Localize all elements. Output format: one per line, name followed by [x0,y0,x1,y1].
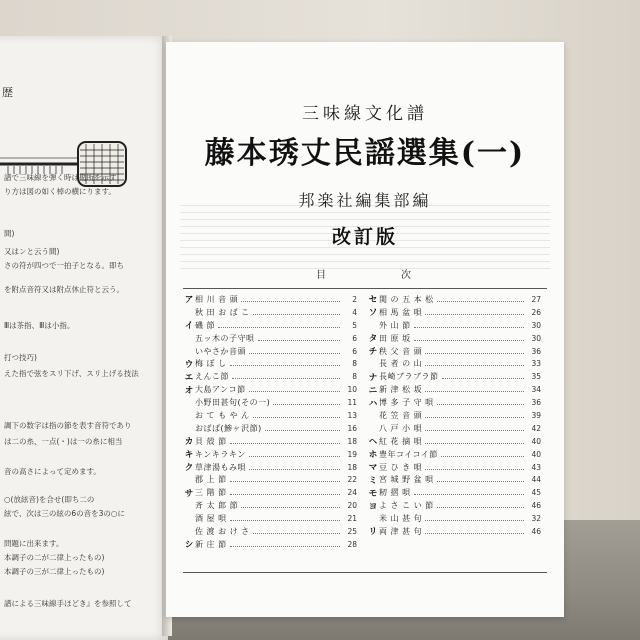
toc-page-number: 35 [531,372,541,382]
toc-index-kana: ミ [368,475,378,486]
toc-dot-leader [425,430,524,431]
toc-row[interactable] [183,422,357,435]
toc-song-title: 田 原 坂 [379,333,411,343]
toc-page-number: 8 [352,359,357,369]
toc-page-number: 6 [352,346,357,356]
toc-index-kana: セ [368,295,378,306]
toc-dot-leader [230,494,340,495]
toc-row[interactable] [367,486,541,499]
toc-dot-leader [253,314,340,315]
toc-row[interactable] [367,357,541,370]
toc-song-title: いやさか音頭 [195,346,246,356]
toc-song-title: 両 津 甚 句 [379,526,423,536]
toc-index-kana: ナ [368,372,378,383]
toc-song-title: 貝 殻 節 [195,436,227,446]
left-page [0,36,168,640]
toc-page-number: 13 [347,410,357,420]
toc-row[interactable] [183,435,357,448]
toc-row[interactable] [367,332,541,345]
toc-row[interactable] [367,525,541,538]
toc-song-title: 花 笠 音 頭 [379,410,423,420]
toc-row[interactable] [183,486,357,499]
toc-song-title: 大島アンコ節 [195,385,246,395]
toc-song-title: 豊年コイコイ節 [379,449,438,459]
toc-page-number: 8 [352,372,357,382]
toc-page-number: 11 [347,398,357,408]
toc-dot-leader [258,340,341,341]
toc-song-title: 三 階 節 [195,488,227,498]
toc-dot-leader [230,520,340,521]
toc-page-number: 33 [531,359,541,369]
toc-row[interactable] [367,473,541,486]
toc-page-number: 32 [531,514,541,524]
toc-index-kana: チ [368,347,378,357]
toc-dot-leader [437,507,524,508]
toc-row[interactable] [367,512,541,525]
toc-page-number: 19 [347,449,357,459]
toc-index-kana: エ [184,372,194,383]
toc-song-title: えんこ節 [195,372,229,382]
toc-song-title: 関 の 五 本 松 [379,294,434,304]
toc-row[interactable] [183,499,357,512]
toc-index-kana: ソ [368,308,378,319]
right-page [166,42,564,617]
toc-row[interactable] [183,357,357,370]
toc-index-kana: タ [368,334,378,345]
toc-dot-leader [425,391,524,392]
toc-page-number: 24 [347,488,357,498]
left-page-line: 又はンと云う間) [4,247,60,256]
toc-row[interactable] [367,319,541,332]
toc-dot-leader [249,353,340,354]
toc-page-number: 30 [531,320,541,330]
left-page-line: 本調子の三が二律上ったもの) [4,567,105,576]
left-page-line: 本調子の二が二律上ったもの) [4,553,105,562]
toc-page-number: 18 [347,436,357,446]
toc-index-kana: ホ [368,450,378,461]
toc-dot-leader [249,456,340,457]
edition-label: 改訂版 [331,226,398,248]
toc-index-kana: ア [184,295,194,306]
toc-row[interactable] [367,461,541,474]
toc-song-title: おばば(鯵ヶ沢節) [195,423,262,433]
left-page-line: は二の糸、一点(・)は一の糸に相当 [4,437,123,446]
toc-song-title: 紅 花 摘 唄 [379,436,423,446]
toc-dot-leader [241,507,340,508]
left-page-line: り方は図の如く棹の横にります。 [4,187,116,196]
toc-row[interactable] [183,409,357,422]
toc-page-number: 4 [352,307,357,317]
table-of-contents [183,288,547,573]
toc-dot-leader [414,327,524,328]
toc-page-number: 36 [531,398,541,408]
left-page-line: 音の高さによって定めます。 [4,467,101,476]
toc-page-number: 46 [531,526,541,536]
toc-song-title: 相 馬 盆 唄 [379,307,423,317]
left-page-line: えた指で弦をスリ下げ、スリ上げる技法 [4,369,139,378]
left-page-line: 譜による三味線手ほどき』を参照して [4,599,132,608]
toc-column-left [183,293,357,551]
toc-song-title: 籾 摺 唄 [379,488,411,498]
toc-row[interactable] [367,422,541,435]
toc-dot-leader [437,404,524,405]
toc-page-number: 40 [531,436,541,446]
toc-song-title: 相 川 音 頭 [195,294,239,304]
toc-dot-leader [230,443,340,444]
toc-index-kana: モ [368,488,378,499]
toc-song-title: 秋 田 お ば こ [195,307,250,317]
toc-index-kana: イ [184,321,194,332]
toc-page-number: 40 [531,449,541,459]
toc-page-number: 5 [352,320,357,330]
toc-song-title: 米 山 甚 句 [379,514,423,524]
toc-page-number: 44 [531,475,541,485]
toc-song-title: 宮 城 野 盆 唄 [379,475,434,485]
toc-row[interactable] [183,538,357,551]
toc-dot-leader [218,327,340,328]
toc-page-number: 34 [531,385,541,395]
left-page-line: ○(放絃音)を合せ(即ち二の [4,495,95,504]
toc-row[interactable] [367,448,541,461]
toc-heading-char: 目 [316,270,326,281]
toc-song-title: 外 山 節 [379,320,411,330]
toc-row[interactable] [183,461,357,474]
toc-dot-leader [425,353,524,354]
toc-song-title: 磯 節 [195,320,216,330]
toc-index-kana: シ [184,540,194,551]
toc-index-kana: ハ [368,398,378,409]
toc-index-kana: ヨ [368,501,378,512]
toc-row[interactable] [183,396,357,409]
toc-song-title: よ さ こ い 節 [379,501,434,511]
toc-song-title: 秩 父 音 頭 [379,346,423,356]
toc-dot-leader [253,533,340,534]
toc-page-number: 22 [347,475,357,485]
toc-page-number: 36 [531,346,541,356]
toc-page-number: 2 [352,294,357,304]
series-title: 三味線文化譜 [302,104,428,124]
left-page-line: 調下の数字は指の節を表す音符であり [4,421,132,430]
toc-song-title: 長 者 の 山 [379,359,423,369]
show-through-staff-lines [180,205,550,305]
left-page-line: 問題に出来ます。 [4,539,64,548]
left-page-line: 間) [4,229,15,238]
toc-row[interactable] [367,306,541,319]
toc-song-title: 新 津 松 坂 [379,385,423,395]
toc-song-title: 斉 太 郎 節 [195,501,239,511]
toc-song-title: 郡 上 節 [195,475,227,485]
left-page-line: を附点音符又は附点休止符と云う。 [4,285,124,294]
toc-index-kana: サ [184,488,194,499]
toc-dot-leader [249,469,340,470]
toc-page-number: 30 [531,333,541,343]
toc-row[interactable] [183,473,357,486]
toc-row[interactable] [367,409,541,422]
toc-dot-leader [230,546,340,547]
toc-song-title: 酒 屋 唄 [195,514,227,524]
toc-column-right [367,293,541,538]
toc-dot-leader [425,520,524,521]
toc-page-number: 18 [347,462,357,472]
toc-dot-leader [273,404,340,405]
toc-row[interactable] [183,525,357,538]
left-page-heading: 歴 [2,86,13,99]
toc-dot-leader [232,378,340,379]
toc-dot-leader [253,417,340,418]
toc-index-kana: ウ [184,359,194,370]
toc-dot-leader [425,314,524,315]
toc-page-number: 27 [531,294,541,304]
toc-page-number: 16 [347,423,357,433]
toc-song-title: 豆 ひ き 唄 [379,462,423,472]
toc-song-title: 博 多 子 守 唄 [379,398,434,408]
toc-dot-leader [230,365,340,366]
toc-index-kana: オ [184,385,194,396]
toc-song-title: 草津湯もみ唄 [195,462,246,472]
toc-page-number: 39 [531,410,541,420]
toc-row[interactable] [367,383,541,396]
toc-row[interactable] [183,448,357,461]
toc-page-number: 20 [347,501,357,511]
toc-heading-char: 次 [401,270,411,281]
left-page-line: Ⅲは茶指、Ⅲは小指。 [4,321,75,330]
toc-row[interactable] [183,345,357,358]
toc-dot-leader [230,481,340,482]
toc-page-number: 45 [531,488,541,498]
left-page-line: 譜で三味線を弾く時は勘所を示す [4,173,117,182]
toc-page-number: 43 [531,462,541,472]
toc-dot-leader [425,365,524,366]
toc-page-number: 28 [347,539,357,549]
toc-row[interactable] [367,435,541,448]
toc-row[interactable] [183,383,357,396]
main-title: 藤本琇丈民謡選集(一) [204,136,526,171]
toc-row[interactable] [183,332,357,345]
toc-dot-leader [441,456,524,457]
toc-index-kana: カ [184,437,194,448]
toc-dot-leader [265,430,340,431]
toc-song-title: 佐 渡 お け さ [195,526,250,536]
toc-song-title: 梅 ぼ し [195,359,227,369]
toc-dot-leader [437,481,524,482]
toc-song-title: お て も や ん [195,410,250,420]
toc-song-title: 長崎ブラブラ節 [379,372,439,382]
toc-index-kana: キ [184,450,194,461]
toc-song-title: 五ッ木の子守唄 [195,333,255,343]
toc-dot-leader [425,417,524,418]
toc-index-kana: ニ [368,385,378,396]
toc-page-number: 10 [347,385,357,395]
toc-row[interactable] [367,396,541,409]
toc-page-number: 42 [531,423,541,433]
toc-page-number: 25 [347,526,357,536]
toc-page-number: 6 [352,333,357,343]
toc-row[interactable] [367,499,541,512]
toc-dot-leader [414,340,524,341]
toc-row[interactable] [183,306,357,319]
toc-page-number: 26 [531,307,541,317]
toc-index-kana: ヘ [368,437,378,448]
toc-dot-leader [425,469,524,470]
toc-dot-leader [249,391,340,392]
toc-row[interactable] [183,319,357,332]
toc-index-kana: マ [368,463,378,474]
toc-page-number: 21 [347,514,357,524]
toc-song-title: 新 庄 節 [195,539,227,549]
toc-index-kana: ク [184,463,194,474]
toc-row[interactable] [183,370,357,383]
toc-dot-leader [425,443,524,444]
toc-song-title: 小野田甚句(その一) [195,398,271,408]
toc-row[interactable] [367,345,541,358]
toc-dot-leader [414,494,524,495]
toc-row[interactable] [367,370,541,383]
left-page-line: さの符が四つで一拍子となる。即ち [4,261,124,270]
toc-index-kana: リ [368,527,378,538]
left-page-line: 絃で、次は三の絃の6の音を3の○に [4,509,125,518]
toc-page-number: 46 [531,501,541,511]
toc-song-title: 八 戸 小 唄 [379,423,423,433]
toc-dot-leader [442,378,525,379]
left-page-line: 打つ技巧) [4,353,37,362]
toc-song-title: キンキラキン [195,449,246,459]
editor-credit: 邦楽社編集部編 [298,191,432,210]
toc-row[interactable] [183,512,357,525]
toc-dot-leader [425,533,524,534]
